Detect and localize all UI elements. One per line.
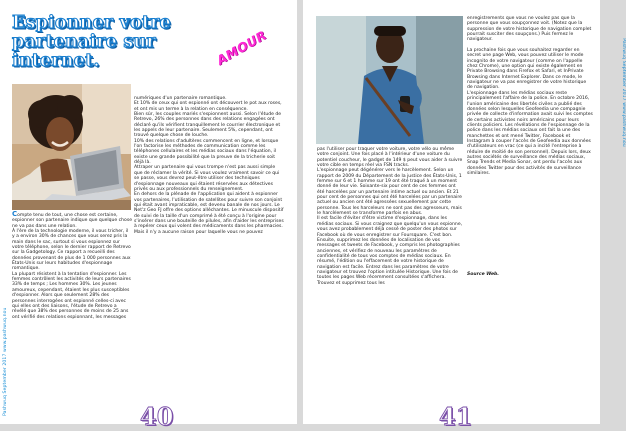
column-1-text: ompte tenu de tout, une chose est certaine, espionner son partenaire indique que quelque chose ne va pas dans une relation. À l'ère de la technologie moderne, il vous tricher, il y a environ 30% de chances que vous serez pris la main dans le sac, surtout si vous espionnez sur votre téléphone, selon le dernier rapport de Retrevo sur la Gadgetology. Ce rapport a recueilli des données provenant de plus de 1 000 personnes aux États-Unis sur leurs habitudes d'espionnage romantique. La plupart résistent à la tentation d'espionner. Les femmes contrôlent les activités de leurs partenaires 33% de temps ; Les hommes 30%. Les jeunes amoureux, cependant, étaient les plus susceptibles d'espionner. Alors que seulement 28% des personnes interrogées ont espionné celles-ci avec qui elles ont des liaisons, l'étude de Retrevo a révélé que 38% des personnes de moins de 25 ans ont vérifié des relations espionnant, les messages bbox=[12, 213, 133, 320]
source-note: Source Web. bbox=[467, 272, 500, 277]
left-page bbox=[0, 0, 297, 431]
side-credit-left: Pashwuq September 2017 www.pashwuq.nou bbox=[3, 307, 8, 416]
article-column-2: numériques d'un partenaire romantique. Et 10% de ceux qui ont espionné ont découvert le pot aux roses, et ont mis un terme à la relation en conséquence. Bien sûr, les couples mariés s'espionnent aussi. Selon l'étude de Retrevo, 26% des personnes dans des relations engagées ont déclaré qu'ils vérifient tranquillement le courrier électronique et les appels de leur partenaire. Seulement 5%, cependant, ont trouvé quelque chose de louche. 10% des relations d'adultères commencent en ligne, et lorsque l'on factorise les méthodes de communication comme les téléphones cellulaires et les médias sociaux dans l'équation, il existe une grande possibilité que la preuve de la tricherie soit déjà là. Attraper un partenaire qui vous trompe n'est pas aussi simple que de réclamer la vérité. Si vous voulez vraiment savoir ce qui se passe, vous devrez peut-être utiliser des techniques d'espionnage nouveaux qui étaient réservées aux détectives privés ou aux professionnels du renseignement. En dehors de la plénade de l'application qui aident à espionner vos partenaires, l'utilisation de satellites pour suivre son conjoint qui était avant impraticable, est devenu banale de nos jours. Le Net'z Geo FJ offre des options alléchantes. Le minuscule dispositif de suivi de la taille d'un comprimé à été conçu à l'origine pour s'insérer dans une bouteille de pilules, afin d'aider les entreprises à repérer ceux qui volent des médicaments dans les pharmacies. Mais il n'y a aucune raison pour laquelle vous ne pouvez bbox=[134, 96, 284, 235]
article-column-3: pas l'utiliser pour traquer votre voiture, votre vélo ou même votre conjoint. Une fois placé à l'intérieur d'une voiture du potentiel coucheur, le gadget de 149 $ peut vous aider à suivre votre cible en temps réel via FSN tracks. L'espionnage peut dégénérer vers le harcèlement. Selon un rapport de 2009 du Département de la justice des États-Unis, 1 femme sur 6 et 1 homme sur 19 ont été traqué à un moment donné de leur vie. Soixante-six pour cent de ces femmes ont été harcelées par un partenaire intime actuel ou ancien. Et 21 pour cent de personnes qui ont été harcelées par un partenaire actuel ou ancien ont été agressées sexuellement par cette personne. Tous les harceleurs ne sont pas des agresseurs, mais le harcèlement se transforme parfois en abus. Il est facile d'éviter d'être victime d'espionnage, dans les médias sociaux. Si vous craignez que quelqu'un vous espionne, vous avez probablement déjà cessé de poster des photos sur Facebook où de vous enregistrer sur Foursquare. C'est bon. Ensuite, supprimez les données de localisation de vos messages et tweets de Facebook, y compris les photographies anciennes, et vérifiez de nouveau les paramètres de confidentialité de tous vos comptes de médias sociaux. En résumé, l'édition ou l'effacement de votre historique de navigation est facile. Entrez dans les paramètres de votre navigateur et trouvez l'option intitulée Historique. Une fois de toutes les pages Web récemment consultées s'affichera. Trouvez et supprimez tous les bbox=[317, 147, 463, 286]
page-number-right: 41 bbox=[439, 402, 473, 431]
woman-laptop-photo bbox=[12, 84, 131, 210]
drop-cap: C bbox=[12, 210, 18, 218]
article-title: Espionner votre partenaire sur internet. bbox=[12, 13, 171, 71]
article-column-4: enregistrements que vous ne voulez pas que la personne que vous soupçonnez voit. (Notez que la suppression de votre historique de navigation complet pourrait susciter des soupçons.) Puis fermez le navigateur. La prochaine fois que vous souhaitez regarder en secret une page Web, vous pouvez utiliser le mode incognito de votre navigateur (comme on l'appelle chez Chrome), une option qui existe également en Private Browsing dans Firefox et Safari, et InPrivate Browsing dans Internet Explorer. Dans ce mode, le navigateur ne va pas enregistrer de votre historique de navigation. L'espionnage dans les médias sociaux reste principalement l'affaire de la police. En octobre 2016, l'union américaine des libertés civiles a publié des données selon lesquelles Geofeedia une compagnie privée de collecte d'information avait suivi les comptes de certains activistes noirs américains pour leurs clients policiers. Les révélations de l'espionnage de la police dans les médias sociaux ont fait la une des manchettes et ont mené Twitter, Facebook et Instagram à couper l'accès de Geofeedia aux données d'utilisateurs en vrac (ce qui a incité l'entreprise à réduire de moitié de son personnel). Depuis lors, deux autres sociétés de surveillance des médias sociaux, Snap Trends et Media Sonar, ont perdu l'accès aux données Twitter pour des activités de surveillance similaires. bbox=[467, 16, 593, 176]
man-phone-photo bbox=[316, 16, 463, 144]
side-credit-right: Pashwuq September 2017 www.pashwuq.nou bbox=[621, 38, 626, 147]
section-tag: AMOUR bbox=[213, 27, 270, 68]
article-column-1 bbox=[12, 212, 132, 320]
page-number-left: 40 bbox=[140, 402, 174, 431]
right-page bbox=[303, 0, 626, 431]
